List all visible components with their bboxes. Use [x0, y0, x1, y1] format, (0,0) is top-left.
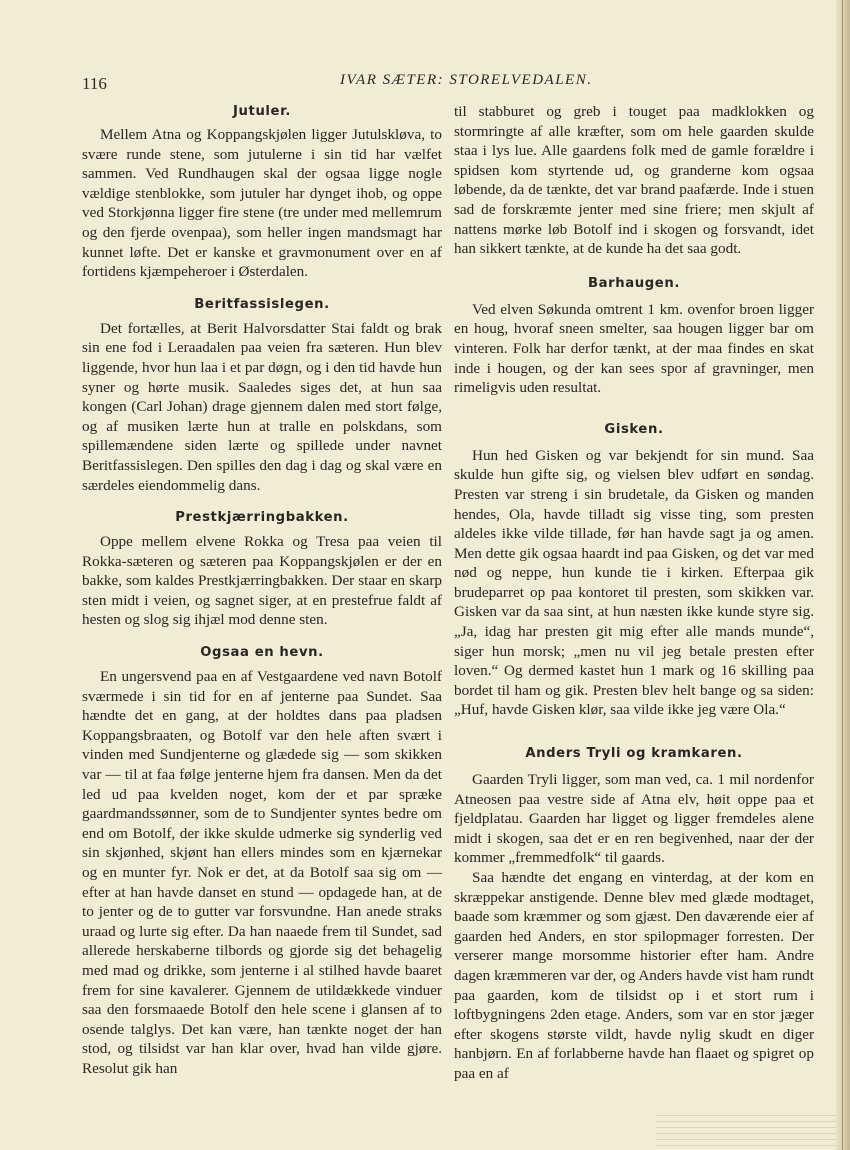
paragraph-gisken: Hun hed Gisken og var bekjendt for sin mund. Saa skulde hun gifte sig, og vielsen blev udført en søndag. Presten var streng i sin brudetale, da Gisken og manden hendes, Ola, havde tilladt sig visse ting, som presten aldeles ikke vilde tillade, før han havde sagt ja og amen. Men dette gik ogsaa haardt ind paa Gisken, og det var med nød og neppe, hun kunde tie i kirken. Efterpaa gik brudeparret op paa kontoret til presten, som skikken var. Gisken var da saa sint, at hun næsten ikke kunde styre sig. „Ja, idag har presten git mig efter alle mands munde“, siger hun morsk; „men nu vil jeg betale presten efter loven.“ Og dermed kastet hun 1 mark og 16 skilling paa bordet til ham og gik. Presten blev helt bange og sa siden: „Huf, havde Gisken klør, saa vilde ikke jeg være Ola.“ [454, 446, 814, 719]
page-stack-lines [656, 1110, 836, 1150]
paragraph-jutuler: Mellem Atna og Koppangskjølen ligger Jutulskløva, to svære runde stene, som jutulerne i sin tid har vælfet sammen. Ved Rundhaugen skal der ogsaa ligge nogle vældige stenblokke, som jutuler har dynget ihob, og oppe ved Storkjønna ligger fire stene (tre under med mellemrum og den fjerde ovenpaa), som heller ingen mandsmagt har kunnet løfte. Det er kanske et gravmonument over en af fortidens kjæmpeheroer i Østerdalen. [82, 126, 442, 281]
page-edge [836, 0, 850, 1150]
paragraph-beritfassislegen: Det fortælles, at Berit Halvorsdatter Stai faldt og brak sin ene fod i Leraadalen paa veien fra sæteren. Hun blev liggende, hvor hun laa i et par døgn, og i den tid havde hun syner og hørte musik. Saaledes siges det, at hun saa kongen (Carl Johan) drage gjennem dalen med stort følge, og af musiken lærte hun at tralle en polskdans, som spillemændene siden lærte og spillede under navnet Beritfassislegen. Den spilles den dag i dag og skal være en særdeles eiendommelig dans. [82, 319, 442, 494]
section-heading-barhaugen: Barhaugen. [588, 275, 680, 291]
running-title: IVAR SÆTER: STORELVEDALEN. [340, 72, 593, 88]
page-number: 116 [82, 74, 107, 93]
paragraph-hevn-continued: til stabburet og greb i touget paa madklokken og stormringte af alle kræfter, som om hele gaarden skulde staa i lys lue. Alle gaardens folk med de gamle forældre i spidsen kom styrtende ud, og granderne kom ogsaa løbende, da de tænkte, det var brand paafærde. Inde i stuen sad de forskræmte jenter med sine friere; men skjult af nattens mørke løb Botolf ind i skogen og forsvandt, idet han sikkert tænkte, at de kunde ha det saa godt. [454, 103, 814, 258]
paragraph-anders-tryli-2: Saa hændte det engang en vinterdag, at der kom en skræppekar anstigende. Denne blev med glæde modtaget, baade som kræmmer og som gjæst. Den daværende eier af gaarden hed Anders, en stor spilopmager forresten. Der verserer mange morsomme historier efter ham. Andre dagen kræmmeren var der, og Anders havde vist ham rundt paa gaarden, kom de tilsidst op i et stort rum i loftbygningens 2den etage. Anders, som var en stor jæger efter skogens største vildt, havde nylig skudt en diger hanbjørn. En af forlabberne havde han flaaet og spigret op paa en af [454, 869, 814, 1082]
paragraph-ogsaa-en-hevn: En ungersvend paa en af Vestgaardene ved navn Botolf sværmede i sin tid for en af jenterne paa Sundet. Saa hændte det en gang, at der holdtes dans paa pladsen Koppangsbraaten, og Botolf var den hele aften svært i vinden med Sundjenterne og glædede sig — som skikken var — til at faa følge jenterne hjem fra dansen. Men da det led ud paa kvelden noget, kom der et par spræke gaardmandssønner, som de to Sundjenter syntes bedre om end om Botolf, der ikke skulde udmerke sig synderlig ved sin skjønhed, skjønt han ellers mindes som en kjærnekar og en munter fyr. Nok er det, at da Botolf saa sig om — efter at han havde danset en stund — opdagede han, at de to jenter og de to gutter var forsvundne. Han anede straks uraad og lurte sig efter. Da han naaede frem til Sundet, sad allerede herskaberne tilbords og gjorde sig det behagelig med mad og drikke, som jenterne i al stilhed havde baaret frem for sine kavalerer. Gjennem de utildækkede vinduer saa den forsmaaede Botolf den hele scene i glansen af to osende talglys. Det kan være, han tænkte noget der han stod, og tilsidst var han klar over, hvad han vilde gjøre. Resolut gik han [82, 668, 442, 1077]
section-heading-gisken: Gisken. [604, 421, 664, 437]
section-heading-jutuler: Jutuler. [233, 104, 291, 119]
right-column [454, 102, 814, 1084]
section-heading-prestkjaerringbakken: Prestkjærringbakken. [175, 510, 349, 526]
paragraph-prestkjaerringbakken: Oppe mellem elvene Rokka og Tresa paa veien til Rokka-sæteren og sæteren paa Koppangskjølen er der en bakke, som kaldes Prestkjærringbakken. Der staar en skarp sten midt i veien, og sagnet siger, at en prestefrue faldt af hesten og slog sig ihjæl mod denne sten. [82, 533, 442, 629]
left-column [82, 102, 442, 1079]
page-edge-line [842, 0, 843, 1150]
section-heading-beritfassislegen: Beritfassislegen. [194, 296, 330, 312]
paragraph-anders-tryli-1: Gaarden Tryli ligger, som man ved, ca. 1 mil nordenfor Atneosen paa vestre side af Atna elv, høit oppe paa et fjeldplatau. Gaarden har ligget og ligger fremdeles alene midt i skogen, saa det er en ren begivenhed, naar der der kommer „fremmedfolk“ til gaards. [454, 771, 814, 867]
paragraph-barhaugen: Ved elven Søkunda omtrent 1 km. ovenfor broen ligger en houg, hvoraf sneen smelter, saa hougen ligger bar om vinteren. Folk har derfor tænkt, at der maa findes en skat inde i hougen, og der kan sees spor af gravninger, men rimeligvis uden resultat. [454, 300, 814, 397]
running-head [82, 72, 722, 96]
section-heading-anders-tryli: Anders Tryli og kramkaren. [525, 746, 743, 762]
section-heading-ogsaa-en-hevn: Ogsaa en hevn. [200, 645, 324, 661]
